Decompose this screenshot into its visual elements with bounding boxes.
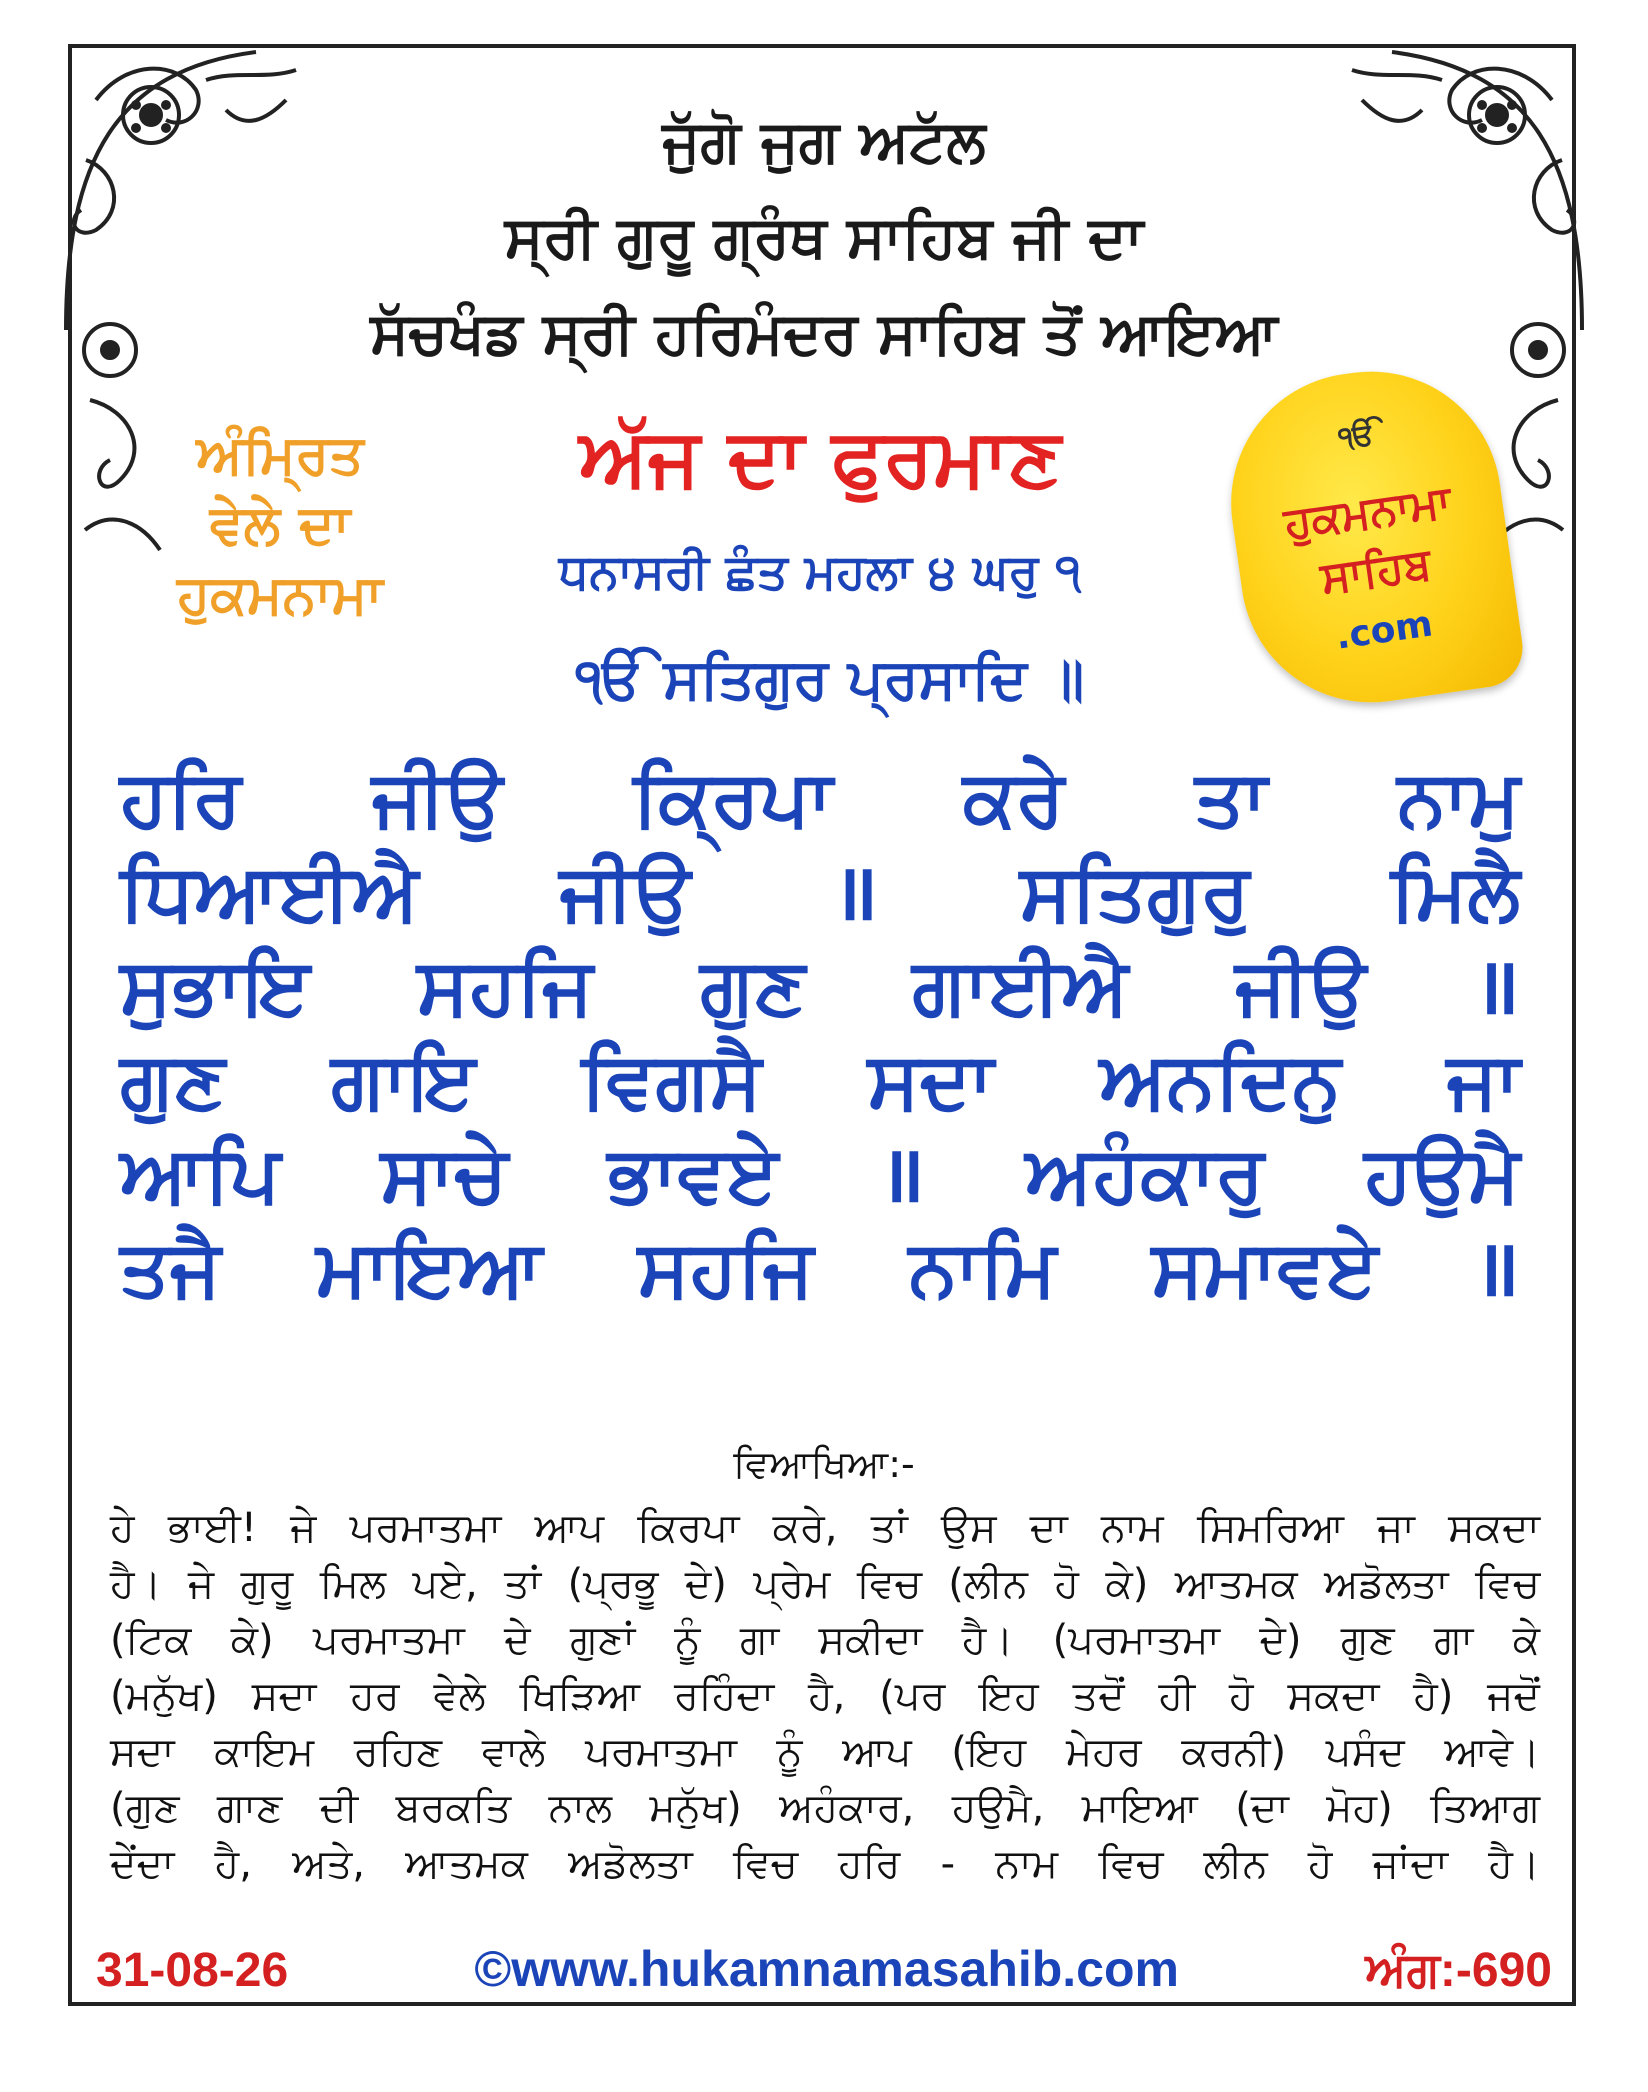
- meaning-word: ਹੈ।: [110, 1561, 162, 1607]
- badge-line-2: ਸਾਹਿਬ: [1317, 538, 1435, 605]
- meaning-word: ਦੇ: [504, 1617, 531, 1663]
- meaning-word: ਗਾਣ: [216, 1785, 283, 1831]
- header-line-1: ਜੁੱਗੋ ਜੁਗ ਅਟੱਲ: [662, 107, 986, 175]
- meaning-word: ਹੈ।: [961, 1617, 1014, 1663]
- meaning-line: [110, 1785, 1540, 1844]
- verse-line: [120, 942, 1520, 1042]
- meaning-word: -: [940, 1841, 956, 1887]
- meaning-word: ਦੇ): [684, 1561, 727, 1607]
- verse-block: [120, 754, 1520, 1324]
- verse-word: ਅਹੰਕਾਰੁ: [1025, 1130, 1265, 1220]
- meaning-word: ਆਵੇ।: [1444, 1729, 1540, 1775]
- footer: [96, 1940, 1552, 1999]
- verse-word: ਅਨਦਿਨੁ: [1099, 1036, 1341, 1126]
- meaning-word: ਨਾਮ: [995, 1841, 1059, 1887]
- verse-word: ਜੀਉ: [1235, 942, 1367, 1032]
- verse-word: ਸੁਭਾਇ: [120, 942, 310, 1032]
- meaning-word: (ਮਨੁੱਖ): [110, 1673, 218, 1719]
- meaning-word: ਕੇ): [230, 1617, 274, 1663]
- meaning-line: [110, 1561, 1540, 1620]
- meaning-word: ਮੋਹ): [1326, 1785, 1393, 1831]
- amrit-vele-label: [130, 420, 430, 630]
- verse-word: ਸਹਜਿ: [637, 1224, 814, 1314]
- meaning-word: ਹੈ।: [1488, 1841, 1540, 1887]
- meaning-word: ਬਰਕਤਿ: [395, 1785, 512, 1831]
- meaning-word: ਹਉਮੈ,: [951, 1785, 1045, 1831]
- mool-mantar-line: ੴ ਸਤਿਗੁਰ ਪ੍ਰਸਾਦਿ ॥: [575, 647, 1085, 712]
- meaning-word: (ਪਰ: [879, 1673, 946, 1719]
- meaning-word: ਹੀ: [1158, 1673, 1196, 1719]
- meaning-word: ਖਿੜਿਆ: [519, 1673, 641, 1719]
- raag-heading: ਧਨਾਸਰੀ ਛੰਤ ਮਹਲਾ ੪ ਘਰੁ ੧: [558, 544, 1082, 600]
- verse-line: [120, 754, 1520, 854]
- meaning-word: ਦੇਂਦਾ: [110, 1841, 175, 1887]
- verse-word: ਮਿਲੈ: [1390, 848, 1520, 938]
- meaning-word: ਅਹੰਕਾਰ,: [779, 1785, 915, 1831]
- website-link[interactable]: ©www.hukamnamasahib.com: [474, 1941, 1179, 1997]
- badge-line-3: .com: [1333, 603, 1436, 658]
- meaning-word: ਜੇ: [188, 1561, 215, 1607]
- amrit-line-3: ਹੁਕਮਨਾਮਾ: [177, 563, 383, 626]
- meaning-word: ਰਹਿੰਦਾ: [674, 1673, 775, 1719]
- header-line-2: ਸ੍ਰੀ ਗੁਰੂ ਗ੍ਰੰਥ ਸਾਹਿਬ ਜੀ ਦਾ: [504, 203, 1144, 271]
- verse-word: ਸਹਜਿ: [417, 942, 593, 1032]
- meaning-block: [110, 1505, 1540, 1900]
- meaning-word: ਸਦਾ: [251, 1673, 317, 1719]
- verse-word: ॥: [831, 848, 879, 938]
- verse-word: ਹਉਮੈ: [1364, 1130, 1520, 1220]
- verse-word: ਸਤਿਗੁਰੁ: [1019, 848, 1250, 938]
- meaning-word: ਕੇ): [1105, 1561, 1149, 1607]
- vyakhya-title: ਵਿਆਖਿਆ:-: [733, 1442, 915, 1486]
- meaning-word: ਦੀ: [319, 1785, 359, 1831]
- meaning-word: ਆਤਮਕ: [405, 1841, 528, 1887]
- meaning-word: ਮਾਇਆ: [1081, 1785, 1198, 1831]
- badge-line-1: ਹੁਕਮਨਾਮਾ: [1281, 475, 1455, 550]
- meaning-word: ਨਾਲ: [548, 1785, 613, 1831]
- meaning-word: ਮਿਲ: [319, 1561, 387, 1607]
- meaning-word: ਸਦਾ: [110, 1729, 175, 1775]
- meaning-word: (ਇਹ: [951, 1729, 1027, 1775]
- meaning-word: ਹਰ: [350, 1673, 400, 1719]
- meaning-word: ਅਡੋਲਤਾ: [568, 1841, 693, 1887]
- meaning-word: (ਪ੍ਰਭੂ: [567, 1561, 659, 1607]
- meaning-word: ਹਰਿ: [838, 1841, 901, 1887]
- meaning-word: ਗੁਣ: [1340, 1617, 1395, 1663]
- khanda-icon: ੴ: [1336, 416, 1378, 457]
- meaning-word: ਗਾ: [739, 1617, 780, 1663]
- verse-word: ਮਾਇਆ: [316, 1224, 543, 1314]
- header-line-3: ਸੱਚਖੰਡ ਸ੍ਰੀ ਹਰਿਮੰਦਰ ਸਾਹਿਬ ਤੋਂ ਆਇਆ: [370, 299, 1278, 367]
- verse-line: [120, 1224, 1520, 1324]
- verse-word: ਸਦਾ: [867, 1036, 994, 1126]
- meaning-word: ਜਾ: [1377, 1505, 1415, 1551]
- meaning-word: ਜੇ: [290, 1505, 317, 1551]
- meaning-word: (ਪਰਮਾਤਮਾ: [1052, 1617, 1220, 1663]
- meaning-word: ਹੋ: [1054, 1561, 1079, 1607]
- meaning-line: [110, 1673, 1540, 1732]
- verse-word: ॥: [1473, 942, 1520, 1032]
- meaning-word: ਪ੍ਰੇਮ: [753, 1561, 831, 1607]
- verse-word: ॥: [1473, 1224, 1520, 1314]
- verse-word: ਵਿਗਸੈ: [581, 1036, 762, 1126]
- verse-word: ਨਾਮਿ: [908, 1224, 1057, 1314]
- meaning-word: ਨੂੰ: [776, 1729, 803, 1775]
- meaning-word: ਸਕੀਦਾ: [818, 1617, 923, 1663]
- meaning-line: [110, 1505, 1540, 1564]
- meaning-word: ਉਸ: [940, 1505, 997, 1551]
- verse-word: ਗੁਣ: [700, 942, 806, 1032]
- meaning-word: ਗੁਣਾਂ: [569, 1617, 636, 1663]
- meaning-word: ਕੇ: [1512, 1617, 1540, 1663]
- verse-word: ਗੁਣ: [120, 1036, 226, 1126]
- meaning-word: ਅਡੋਲਤਾ: [1324, 1561, 1449, 1607]
- meaning-word: ਤਾਂ: [870, 1505, 908, 1551]
- meaning-word: ਵਿਚ: [856, 1561, 922, 1607]
- meaning-word: ਪਸੰਦ: [1325, 1729, 1405, 1775]
- verse-word: ਗਾਇ: [331, 1036, 476, 1126]
- ang-number: ਅੰਗ:-690: [1365, 1944, 1552, 1997]
- verse-word: ਤਾ: [1194, 754, 1268, 844]
- meaning-word: (ਟਿਕ: [110, 1617, 192, 1663]
- verse-word: ਕ੍ਰਿਪਾ: [633, 754, 833, 844]
- verse-word: ਗਾਈਐ: [912, 942, 1129, 1032]
- meaning-word: ਵਿਚ: [1475, 1561, 1540, 1607]
- meaning-word: ਪਏ,: [412, 1561, 478, 1607]
- meaning-word: (ਲੀਨ: [948, 1561, 1028, 1607]
- meaning-word: ਆਤਮਕ: [1174, 1561, 1298, 1607]
- meaning-word: ਜਦੋਂ: [1487, 1673, 1540, 1719]
- meaning-word: ਦਾ: [1029, 1505, 1068, 1551]
- meaning-word: ਜਾਂਦਾ: [1372, 1841, 1449, 1887]
- meaning-word: ਹੋ: [1307, 1841, 1333, 1887]
- page-title: ਅੱਜ ਦਾ ਫੁਰਮਾਣ: [578, 411, 1062, 504]
- meaning-word: ਸਿਮਰਿਆ: [1196, 1505, 1345, 1551]
- meaning-word: ਅਤੇ,: [292, 1841, 365, 1887]
- meaning-word: ਗਾ: [1434, 1617, 1474, 1663]
- meaning-word: ਕਰੇ,: [772, 1505, 838, 1551]
- verse-word: ਹਰਿ: [120, 754, 242, 844]
- meaning-word: (ਗੁਣ: [110, 1785, 180, 1831]
- verse-word: ਜੀਉ: [559, 848, 691, 938]
- verse-word: ਭਾਵਏ: [607, 1130, 779, 1220]
- meaning-word: ਪਰਮਾਤਮਾ: [585, 1729, 737, 1775]
- meaning-word: ਸਕਦਾ: [1448, 1505, 1540, 1551]
- meaning-word: ਲੀਨ: [1203, 1841, 1268, 1887]
- verse-line: [120, 848, 1520, 948]
- verse-word: ਜੀਉ: [371, 754, 503, 844]
- corner-ornament-top-right: [1332, 40, 1592, 340]
- meaning-word: ਸਕਦਾ: [1287, 1673, 1380, 1719]
- meaning-word: ਕਾਇਮ: [214, 1729, 315, 1775]
- meaning-word: ਰਹਿਣ: [353, 1729, 443, 1775]
- verse-word: ਕਰੇ: [962, 754, 1065, 844]
- meaning-line: [110, 1841, 1540, 1900]
- meaning-line: [110, 1729, 1540, 1788]
- meaning-word: ਇਹ: [979, 1673, 1039, 1719]
- corner-ornament-top-left: [56, 40, 316, 340]
- meaning-word: ਵਿਚ: [732, 1841, 798, 1887]
- meaning-word: ਆਪ: [534, 1505, 604, 1551]
- meaning-word: ਕਿਰਪਾ: [637, 1505, 740, 1551]
- meaning-word: ਨਾਮ: [1100, 1505, 1164, 1551]
- meaning-word: ਹੈ): [1413, 1673, 1454, 1719]
- meaning-word: ਵੇਲੇ: [433, 1673, 486, 1719]
- verse-line: [120, 1130, 1520, 1230]
- meaning-word: ਵਾਲੇ: [481, 1729, 546, 1775]
- meaning-word: ਤਦੋਂ: [1072, 1673, 1125, 1719]
- meaning-word: ਹੈ,: [214, 1841, 252, 1887]
- meaning-word: ਕਰਨੀ): [1181, 1729, 1287, 1775]
- verse-word: ਨਾਮੁ: [1397, 754, 1520, 844]
- verse-word: ਤਜੈ: [120, 1224, 221, 1314]
- meaning-word: ਮਨੁੱਖ): [649, 1785, 742, 1831]
- meaning-word: ਨੂੰ: [674, 1617, 701, 1663]
- amrit-line-1: ਅੰਮ੍ਰਿਤ: [196, 423, 364, 486]
- meaning-word: ਪਰਮਾਤਮਾ: [313, 1617, 465, 1663]
- meaning-line: [110, 1617, 1540, 1676]
- meaning-word: ਮੇਹਰ: [1065, 1729, 1142, 1775]
- verse-word: ॥: [878, 1130, 926, 1220]
- verse-word: ਸਮਾਵਏ: [1151, 1224, 1378, 1314]
- meaning-word: (ਦਾ: [1235, 1785, 1289, 1831]
- meaning-word: ਵਿਚ: [1098, 1841, 1164, 1887]
- amrit-line-2: ਵੇਲੇ ਦਾ: [209, 493, 351, 556]
- meaning-word: ਹੋ: [1229, 1673, 1254, 1719]
- verse-word: ਧਿਆਈਐ: [120, 848, 419, 938]
- verse-word: ਜਾ: [1446, 1036, 1520, 1126]
- meaning-word: ਭਾਈ!: [167, 1505, 257, 1551]
- meaning-word: ਆਪ: [842, 1729, 912, 1775]
- meaning-word: ਹੈ,: [808, 1673, 846, 1719]
- meaning-word: ਦੇ): [1259, 1617, 1302, 1663]
- meaning-word: ਹੇ: [110, 1505, 135, 1551]
- verse-word: ਆਪਿ: [120, 1130, 281, 1220]
- meaning-word: ਪਰਮਾਤਮਾ: [349, 1505, 502, 1551]
- date-label: 31-08-26: [96, 1944, 289, 1997]
- meaning-word: ਤਾਂ: [504, 1561, 542, 1607]
- verse-word: ਸਾਚੇ: [380, 1130, 508, 1220]
- verse-line: [120, 1036, 1520, 1136]
- meaning-word: ਗੁਰੂ: [240, 1561, 294, 1607]
- meaning-word: ਤਿਆਗ: [1430, 1785, 1540, 1831]
